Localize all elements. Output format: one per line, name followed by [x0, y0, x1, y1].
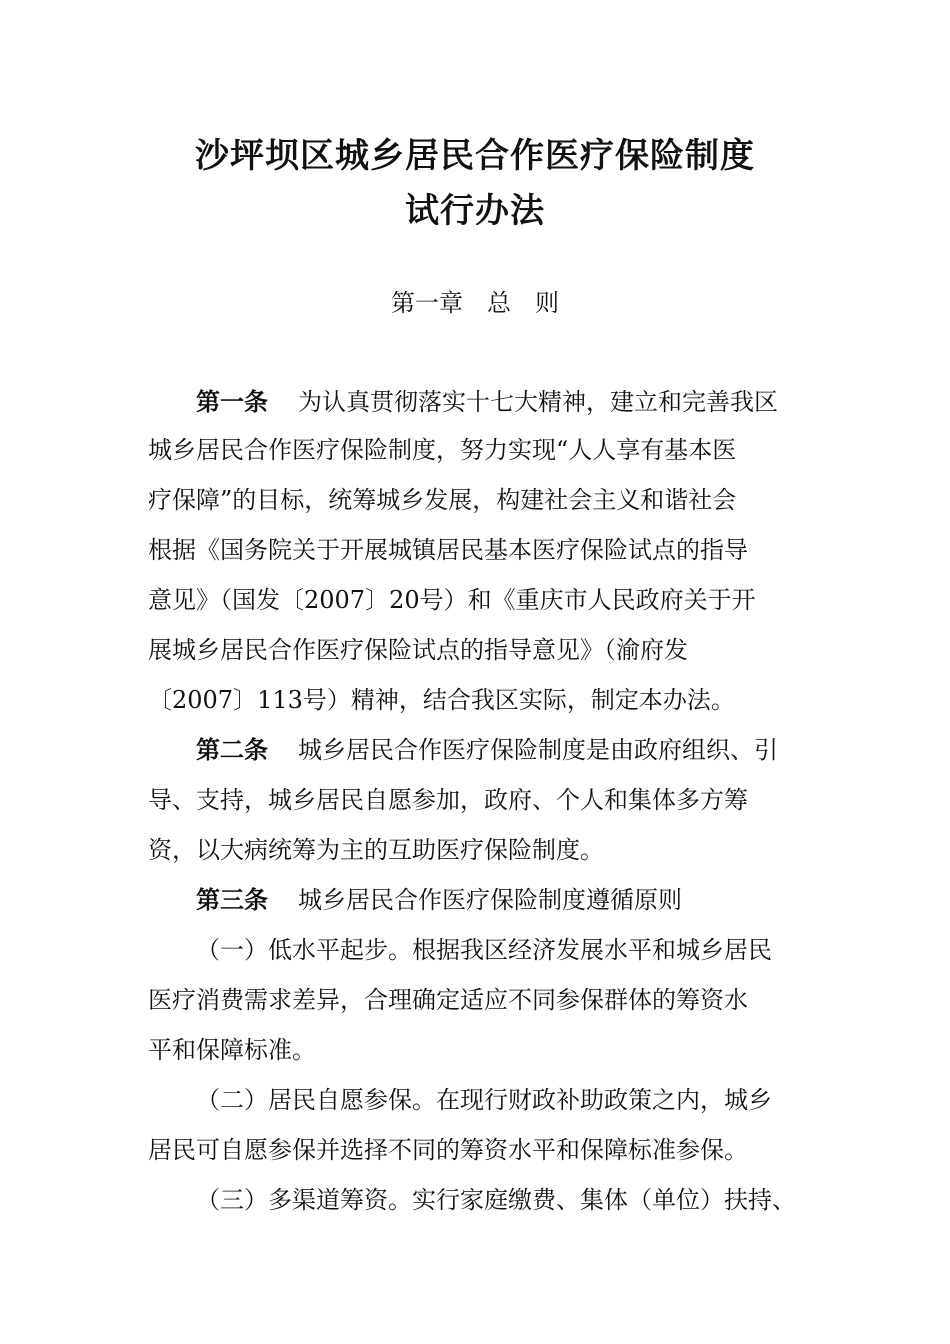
principle-1-line: 医疗消费需求差异，合理确定适应不同参保群体的筹资水 — [148, 986, 748, 1014]
document-title-line1: 沙坪坝区城乡居民合作医疗保险制度 — [195, 136, 755, 176]
article-1-line: 〔2007〕113号）精神，结合我区实际，制定本办法。 — [148, 686, 735, 714]
principle-1-line: 平和保障标准。 — [148, 1036, 316, 1064]
principle-2-line: 居民可自愿参保并选择不同的筹资水平和保障标准参保。 — [148, 1136, 748, 1164]
article-2-first-line — [196, 734, 778, 766]
document-title-line2: 试行办法 — [405, 191, 545, 231]
article-1-first-line — [196, 386, 778, 418]
article-1-line: 意见》（国发〔2007〕20号）和《重庆市人民政府关于开 — [148, 586, 756, 614]
article-1-text: 为认真贯彻落实十七大精神，建立和完善我区 — [298, 388, 778, 416]
article-1-label: 第一条 — [196, 388, 268, 416]
article-3-first-line — [196, 884, 682, 916]
article-1-line: 疗保障”的目标，统筹城乡发展，构建社会主义和谐社会 — [148, 486, 737, 514]
article-2-text: 城乡居民合作医疗保险制度是由政府组织、引 — [298, 736, 778, 764]
chapter-heading: 第一章 总 则 — [391, 289, 559, 317]
article-1-line: 城乡居民合作医疗保险制度，努力实现“人人享有基本医 — [148, 436, 737, 464]
principle-2-line: （二）居民自愿参保。在现行财政补助政策之内，城乡 — [196, 1086, 772, 1114]
article-1-line: 根据《国务院关于开展城镇居民基本医疗保险试点的指导 — [148, 536, 748, 564]
article-2-label: 第二条 — [196, 736, 268, 764]
article-3-text: 城乡居民合作医疗保险制度遵循原则 — [298, 886, 682, 914]
article-2-line: 资，以大病统筹为主的互助医疗保险制度。 — [148, 836, 604, 864]
article-1-line: 展城乡居民合作医疗保险试点的指导意见》（渝府发 — [148, 636, 688, 664]
article-3-label: 第三条 — [196, 886, 268, 914]
principle-3-line: （三）多渠道筹资。实行家庭缴费、集体（单位）扶持、 — [196, 1186, 796, 1214]
article-2-line: 导、支持，城乡居民自愿参加，政府、个人和集体多方筹 — [148, 786, 748, 814]
principle-1-line: （一）低水平起步。根据我区经济发展水平和城乡居民 — [196, 936, 772, 964]
